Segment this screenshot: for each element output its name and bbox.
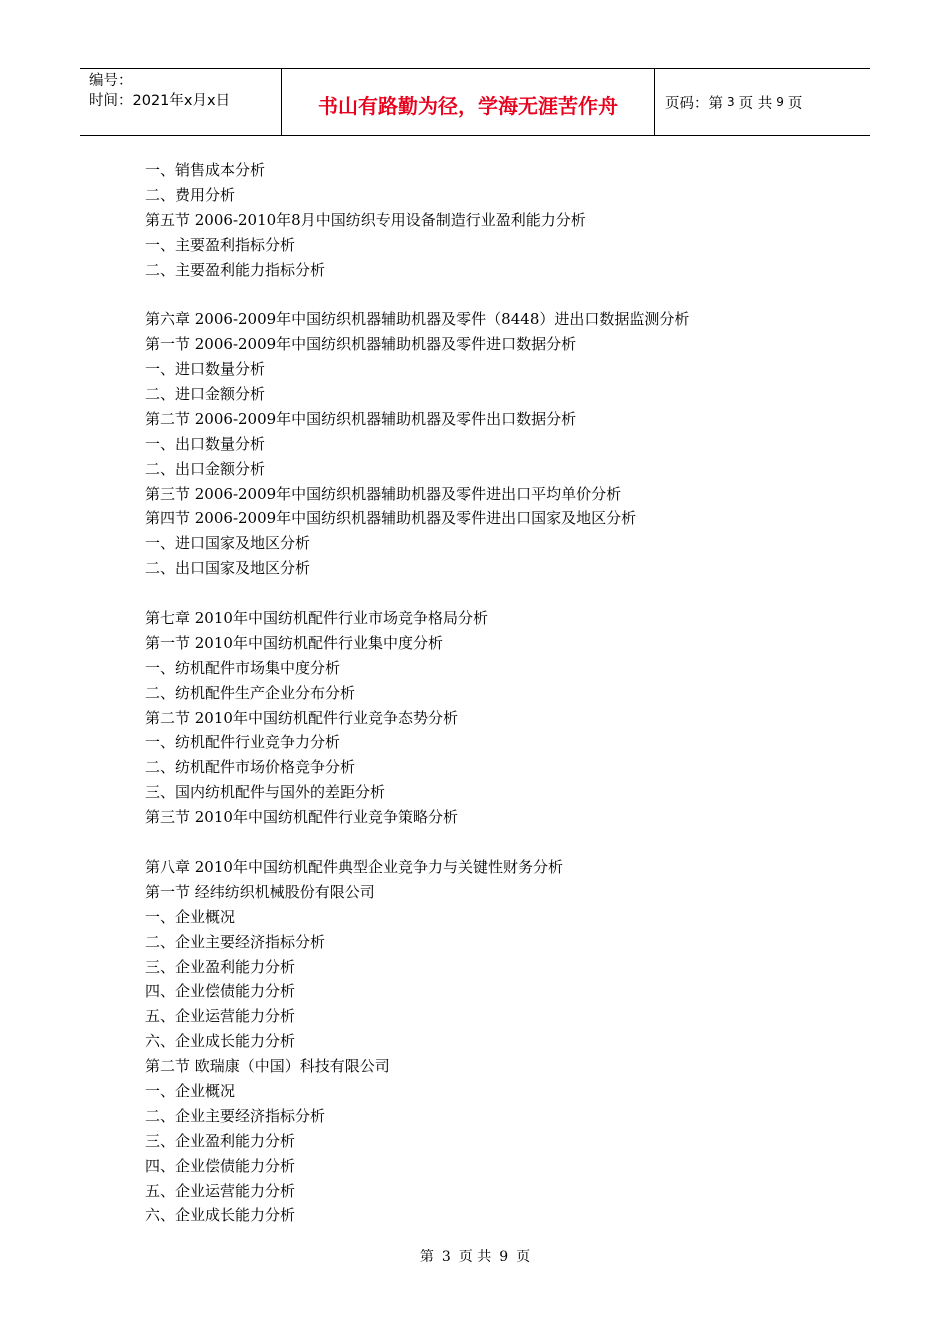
- toc-line: 一、企业概况: [145, 907, 236, 926]
- page-header: [80, 68, 870, 136]
- toc-line: 五、企业运营能力分析: [145, 1181, 296, 1200]
- toc-line: 一、纺机配件行业竞争力分析: [145, 733, 341, 752]
- footer-current: 3: [441, 1249, 451, 1265]
- toc-line: 一、销售成本分析: [145, 161, 266, 179]
- toc-line: 三、企业盈利能力分析: [145, 957, 296, 976]
- toc-line: 第二节 欧瑞康（中国）科技有限公司: [145, 1057, 390, 1076]
- toc-line: 五、企业运营能力分析: [145, 1007, 296, 1026]
- footer-mid: 页 共: [458, 1249, 492, 1265]
- toc-line: 第四节 2006-2009年中国纺织机器辅助机器及零件进出口国家及地区分析: [145, 509, 637, 528]
- header-page-number: [655, 69, 870, 135]
- page-footer: [0, 1246, 950, 1266]
- header-meta: [80, 69, 282, 135]
- toc-line: 二、企业主要经济指标分析: [145, 932, 326, 951]
- toc-line: 第五节 2006-2010年8月中国纺织专用设备制造行业盈利能力分析: [145, 210, 586, 229]
- toc-line: 二、企业主要经济指标分析: [145, 1106, 326, 1125]
- toc-line: 第二节 2006-2009年中国纺织机器辅助机器及零件出口数据分析: [145, 409, 577, 428]
- page-suffix: 页: [787, 95, 803, 112]
- page-total: 9: [776, 95, 784, 109]
- toc-line: 一、进口数量分析: [145, 360, 266, 379]
- footer-prefix: 第: [419, 1249, 434, 1265]
- table-of-contents: [145, 158, 845, 1228]
- serial-label: 编号：: [89, 73, 133, 89]
- toc-line: 四、企业偿债能力分析: [145, 1156, 296, 1175]
- toc-line: 一、企业概况: [145, 1081, 236, 1100]
- toc-line: 一、出口数量分析: [145, 434, 266, 453]
- toc-line: 二、纺机配件生产企业分布分析: [145, 683, 356, 702]
- toc-line: 三、国内纺机配件与国外的差距分析: [145, 783, 386, 802]
- toc-line: 第一节 经纬纺织机械股份有限公司: [145, 882, 375, 901]
- toc-line: 二、出口国家及地区分析: [145, 559, 311, 578]
- footer-suffix: 页: [516, 1249, 531, 1265]
- toc-line: 二、费用分析: [145, 185, 236, 204]
- toc-line: 一、进口国家及地区分析: [145, 534, 311, 553]
- toc-line: 三、企业盈利能力分析: [145, 1131, 296, 1150]
- toc-line: 第三节 2010年中国纺机配件行业竞争策略分析: [145, 808, 458, 827]
- toc-line: 二、出口金额分析: [145, 459, 266, 478]
- toc-line: 二、进口金额分析: [145, 385, 266, 404]
- page-prefix: 页码：第: [665, 95, 723, 112]
- footer-total: 9: [499, 1249, 509, 1265]
- date-text: 时间：2021年x月x日: [89, 93, 231, 109]
- toc-line: 第一节 2010年中国纺机配件行业集中度分析: [145, 633, 443, 652]
- toc-line: 一、纺机配件市场集中度分析: [145, 658, 341, 677]
- blank-line: [145, 830, 845, 855]
- blank-line: [145, 581, 845, 606]
- page-mid: 页 共: [738, 95, 773, 112]
- toc-line: 第八章 2010年中国纺机配件典型企业竞争力与关键性财务分析: [145, 857, 563, 876]
- toc-line: 二、纺机配件市场价格竞争分析: [145, 758, 356, 777]
- toc-line: 第二节 2010年中国纺机配件行业竞争态势分析: [145, 708, 458, 727]
- toc-line: 二、主要盈利能力指标分析: [145, 260, 326, 279]
- toc-line: 一、主要盈利指标分析: [145, 235, 296, 254]
- blank-line: [145, 282, 845, 307]
- toc-line: 第七章 2010年中国纺机配件行业市场竞争格局分析: [145, 609, 488, 628]
- toc-line: 六、企业成长能力分析: [145, 1032, 296, 1051]
- toc-line: 四、企业偿债能力分析: [145, 982, 296, 1001]
- toc-line: 六、企业成长能力分析: [145, 1206, 296, 1225]
- toc-line: 第六章 2006-2009年中国纺织机器辅助机器及零件（8448）进出口数据监测分析: [145, 310, 690, 329]
- header-motto: 书山有路勤为径，学海无涯苦作舟: [282, 69, 655, 135]
- toc-line: 第三节 2006-2009年中国纺织机器辅助机器及零件进出口平均单价分析: [145, 484, 622, 503]
- toc-line: 第一节 2006-2009年中国纺织机器辅助机器及零件进口数据分析: [145, 335, 577, 354]
- page-current: 3: [727, 95, 735, 109]
